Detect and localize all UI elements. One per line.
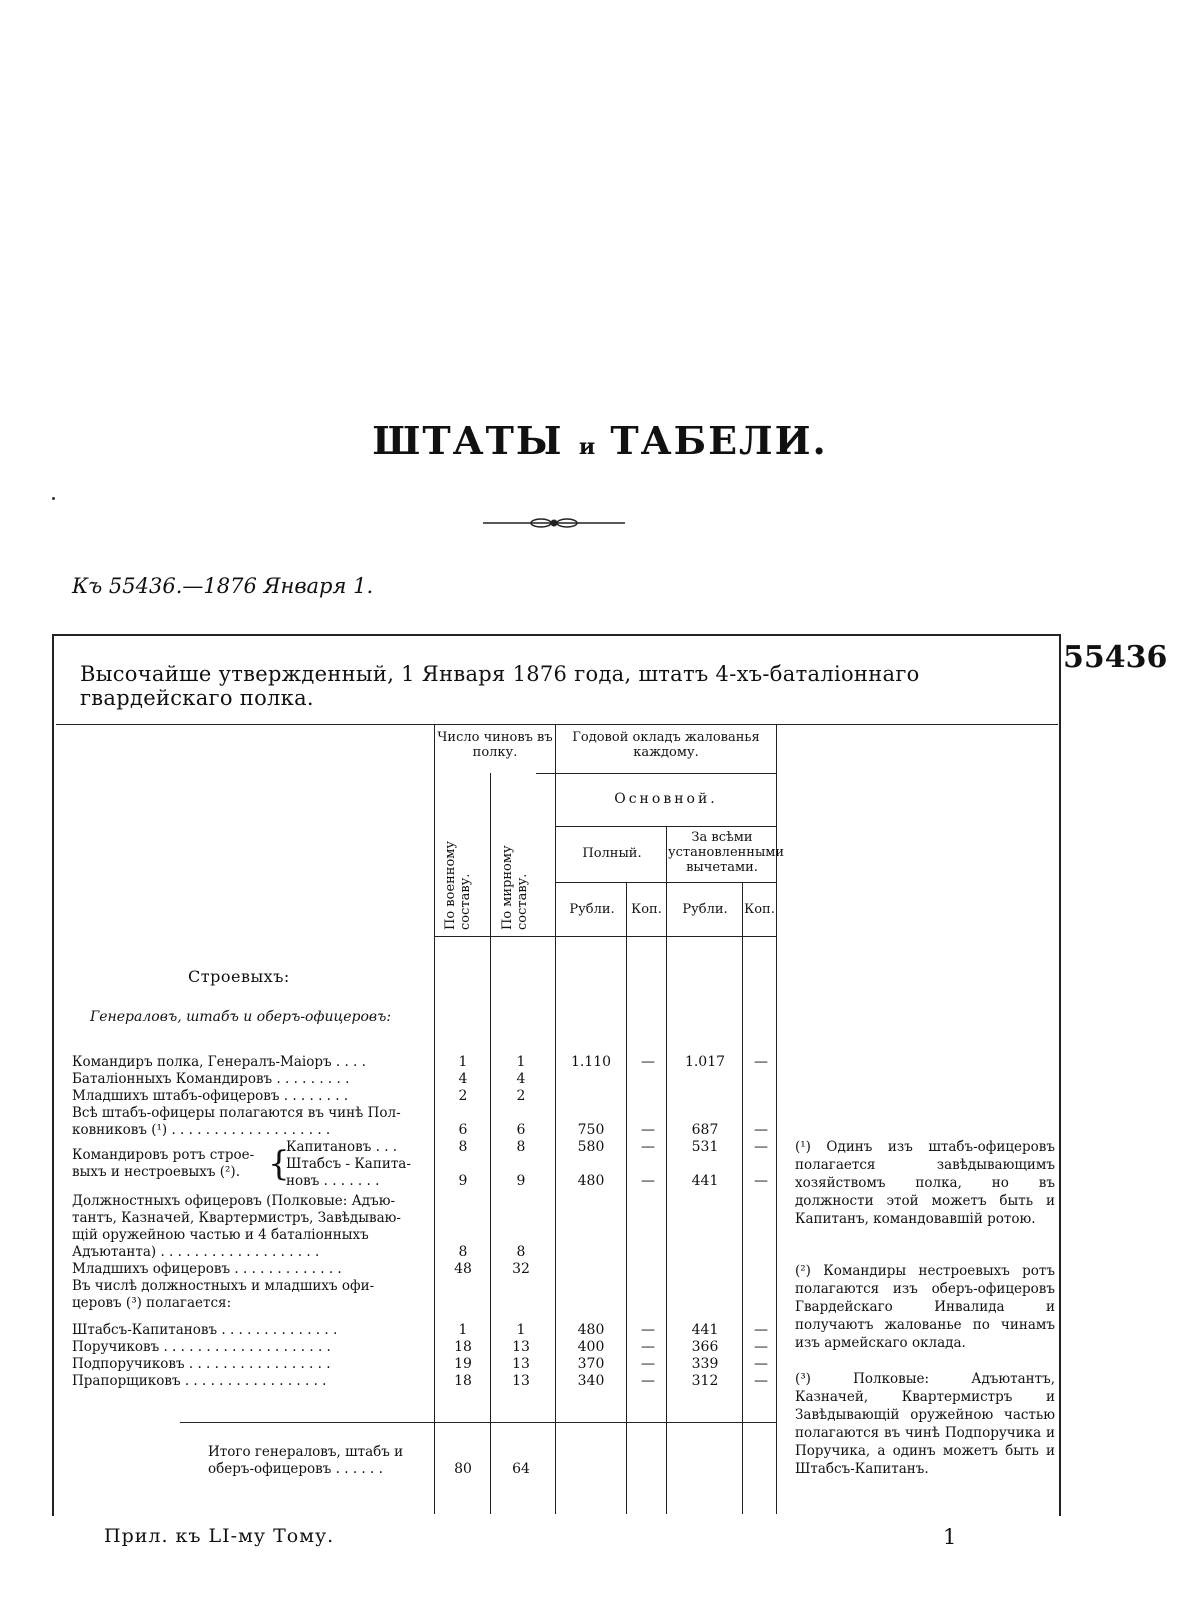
cell-rub-deducted: 441: [691, 1173, 719, 1189]
cell-peace: 9: [516, 1173, 526, 1189]
footer-volume: Прил. къ LI-му Тому.: [104, 1525, 335, 1547]
cell-kop-deducted: —: [754, 1173, 768, 1189]
header-main: Основной.: [614, 791, 718, 807]
header-deducted: За всѣми установленными вычетами.: [668, 830, 785, 875]
header-peace: По мирному составу.: [500, 845, 530, 930]
cell-rub-deducted: 312: [691, 1373, 719, 1389]
cell-kop: —: [641, 1173, 655, 1189]
cell-rub: 580: [577, 1139, 605, 1155]
cell-kop-deducted: —: [754, 1139, 768, 1155]
cell-war: 1: [458, 1054, 468, 1070]
row-label: ковниковъ (¹) . . . . . . . . . . . . . . . . . . .: [72, 1122, 331, 1138]
cell-peace: 8: [516, 1139, 526, 1155]
column-rule: [626, 882, 627, 1514]
cell-rub: 340: [577, 1373, 605, 1389]
cell-war: 2: [458, 1088, 468, 1104]
row-label: Баталіонныхъ Командировъ . . . . . . . . .: [72, 1071, 350, 1087]
cell-peace: 8: [516, 1244, 526, 1260]
column-rule: [776, 724, 777, 1514]
table-rule: [434, 936, 776, 937]
total-war: 80: [454, 1461, 472, 1477]
row-label: Въ числѣ должностныхъ и младшихъ офи-: [72, 1278, 375, 1294]
row-label: Штабсъ-Капитановъ . . . . . . . . . . . . . .: [72, 1322, 338, 1338]
row-label: Адъютанта) . . . . . . . . . . . . . . . . . . .: [72, 1244, 320, 1260]
brace-glyph: {: [268, 1144, 290, 1184]
table-rule: [56, 724, 1058, 725]
cell-kop: —: [641, 1373, 655, 1389]
header-rub-deducted: Рубли.: [682, 902, 728, 917]
cell-kop: —: [641, 1322, 655, 1338]
ornamental-rule-icon: [483, 516, 625, 530]
cell-war: 1: [458, 1322, 468, 1338]
cell-rub-deducted: 1.017: [684, 1054, 726, 1070]
footnote: (³) Полковые: Адъютантъ, Казначей, Квартермистръ и Завѣдывающій оружейною частью полагаются въ чинѣ Подпоручика и Поручика, а одинъ можетъ быть и Штабсъ-Капитанъ.: [795, 1371, 1055, 1477]
table-rule: [536, 773, 776, 774]
cell-kop: —: [641, 1339, 655, 1355]
cell-war: 18: [454, 1339, 472, 1355]
row-label: Прапорщиковъ . . . . . . . . . . . . . . . . .: [72, 1373, 327, 1389]
row-label: новъ . . . . . . .: [286, 1173, 380, 1189]
cell-kop-deducted: —: [754, 1339, 768, 1355]
cell-peace: 1: [516, 1054, 526, 1070]
title-word-1: ШТАТЫ: [372, 418, 564, 463]
header-kop-deducted: Коп.: [744, 902, 775, 917]
cell-peace: 4: [516, 1071, 526, 1087]
row-label: Подпоручиковъ . . . . . . . . . . . . . . . . .: [72, 1356, 331, 1372]
cell-kop-deducted: —: [754, 1356, 768, 1372]
cell-war: 9: [458, 1173, 468, 1189]
company-label: выхъ и нестроевыхъ (²).: [72, 1164, 240, 1180]
cell-war: 18: [454, 1373, 472, 1389]
cell-kop-deducted: —: [754, 1122, 768, 1138]
cell-peace: 32: [512, 1261, 530, 1277]
cell-war: 4: [458, 1071, 468, 1087]
total-label: Итого генераловъ, штабъ и: [208, 1444, 404, 1460]
cell-kop: —: [641, 1054, 655, 1070]
speck: [52, 497, 55, 500]
cell-peace: 13: [512, 1356, 530, 1372]
cell-peace: 1: [516, 1322, 526, 1338]
cell-peace: 13: [512, 1339, 530, 1355]
total-peace: 64: [512, 1461, 530, 1477]
cell-war: 6: [458, 1122, 468, 1138]
cell-kop: —: [641, 1122, 655, 1138]
decree-title: Высочайше утвержденный, 1 Января 1876 года, штатъ 4-хъ-баталіоннаго гвардейскаго полка.: [80, 662, 920, 710]
cell-rub-deducted: 531: [691, 1139, 719, 1155]
footnote: (¹) Одинъ изъ штабъ-офицеровъ полагается завѣдывающимъ хозяйствомъ полка, но въ должности этой можетъ быть и Капитанъ, командовавшій ротою.: [795, 1139, 1055, 1227]
row-label: щій оружейною частью и 4 баталіонныхъ: [72, 1227, 369, 1243]
cell-rub: 480: [577, 1173, 605, 1189]
header-kop: Коп.: [631, 902, 662, 917]
cell-rub: 370: [577, 1356, 605, 1372]
cell-rub: 1.110: [570, 1054, 612, 1070]
section-combat: Строевыхъ:: [188, 967, 290, 986]
cell-rub-deducted: 687: [691, 1122, 719, 1138]
row-label: Должностныхъ офицеровъ (Полковые: Адъю-: [72, 1193, 396, 1209]
row-label: Младшихъ офицеровъ . . . . . . . . . . . . .: [72, 1261, 342, 1277]
title-conjunction: и: [578, 434, 596, 460]
cell-peace: 2: [516, 1088, 526, 1104]
cell-kop-deducted: —: [754, 1373, 768, 1389]
company-label: Командировъ ротъ строе-: [72, 1147, 255, 1163]
header-war: По военному составу.: [443, 840, 473, 930]
column-rule: [434, 724, 435, 1514]
header-count: Число чиновъ въ полку.: [437, 730, 553, 760]
row-label: тантъ, Казначей, Квартермистръ, Завѣдываю-: [72, 1210, 401, 1226]
cell-rub: 750: [577, 1122, 605, 1138]
section-officers: Генераловъ, штабъ и оберъ-офицеровъ:: [90, 1009, 392, 1025]
document-reference: Къ 55436.—1876 Января 1.: [72, 574, 374, 598]
total-rule: [180, 1422, 776, 1423]
cell-kop: —: [641, 1139, 655, 1155]
cell-kop-deducted: —: [754, 1054, 768, 1070]
document-number: 55436: [1063, 640, 1168, 675]
cell-rub-deducted: 339: [691, 1356, 719, 1372]
header-full: Полный.: [582, 846, 642, 861]
row-label: Командиръ полка, Генералъ-Маіоръ . . . .: [72, 1054, 366, 1070]
header-salary: Годовой окладъ жалованья каждому.: [572, 730, 760, 760]
row-label: Капитановъ . . .: [286, 1139, 398, 1155]
cell-peace: 6: [516, 1122, 526, 1138]
row-label: Штабсъ - Капита-: [286, 1156, 411, 1172]
column-rule: [742, 882, 743, 1514]
cell-rub-deducted: 366: [691, 1339, 719, 1355]
page-number: 1: [943, 1525, 957, 1549]
row-label: Поручиковъ . . . . . . . . . . . . . . . . . . . .: [72, 1339, 331, 1355]
cell-rub-deducted: 441: [691, 1322, 719, 1338]
cell-war: 8: [458, 1244, 468, 1260]
column-rule: [666, 826, 667, 1514]
total-label: оберъ-офицеровъ . . . . . .: [208, 1461, 383, 1477]
cell-war: 8: [458, 1139, 468, 1155]
row-label: церовъ (³) полагается:: [72, 1295, 232, 1311]
row-label: Младшихъ штабъ-офицеровъ . . . . . . . .: [72, 1088, 349, 1104]
cell-kop: —: [641, 1356, 655, 1372]
cell-war: 48: [454, 1261, 472, 1277]
cell-kop-deducted: —: [754, 1322, 768, 1338]
page-title: [0, 418, 1200, 463]
footnote: (²) Командиры нестроевыхъ ротъ полагаются изъ оберъ-офицеровъ Гвардейскаго Инвалида и получаютъ жалованье по чинамъ изъ армейскаго оклада.: [795, 1263, 1055, 1351]
column-rule: [555, 724, 556, 1514]
header-rub: Рубли.: [569, 902, 615, 917]
cell-war: 19: [454, 1356, 472, 1372]
cell-rub: 400: [577, 1339, 605, 1355]
row-label: Всѣ штабъ-офицеры полагаются въ чинѣ Пол-: [72, 1105, 401, 1121]
title-word-2: ТАБЕЛИ.: [610, 418, 828, 463]
cell-peace: 13: [512, 1373, 530, 1389]
cell-rub: 480: [577, 1322, 605, 1338]
